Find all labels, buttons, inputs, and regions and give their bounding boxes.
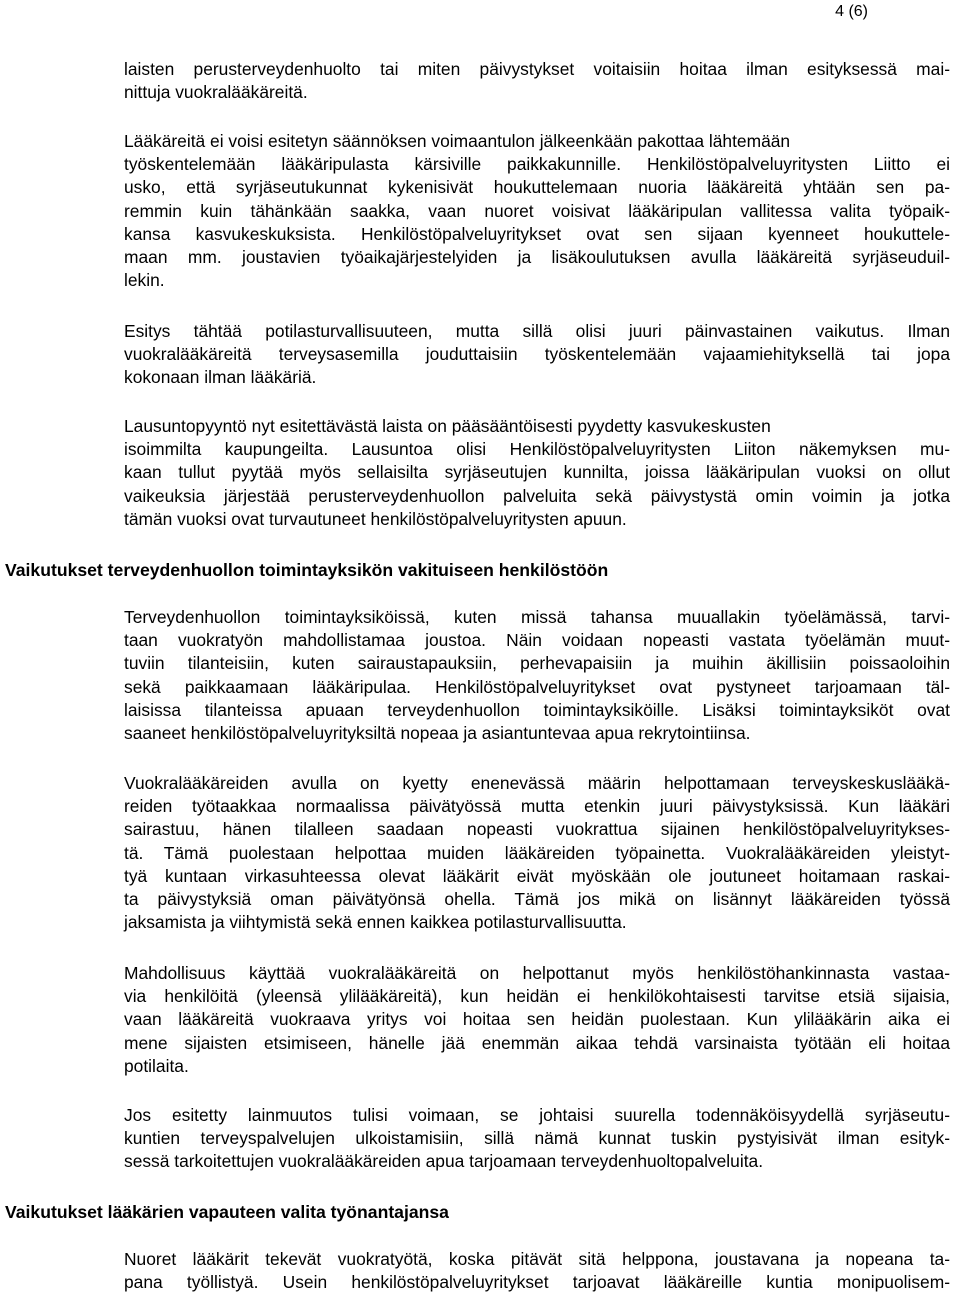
text-line: mene sijaisten etsimiseen, hänelle jää enemmän aikaa tehdä varsinaista työtään eli hoitaa: [124, 1032, 950, 1053]
text-line: kokonaan ilman lääkäriä.: [124, 367, 317, 388]
paragraph: [124, 606, 950, 745]
text-line: laisissa tilanteissa apuaan terveydenhuollon toimintayksiköille. Lisäksi toimintayksiköt ovat: [124, 699, 950, 720]
paragraph: [124, 962, 950, 1078]
text-line: usko, että syrjäseutukunnat kykenisivät houkuttelemaan nuoria lääkäreitä yhtään sen pa-: [124, 177, 950, 198]
section-heading: Vaikutukset terveydenhuollon toimintayksikön vakituiseen henkilöstöön: [5, 560, 609, 580]
text-line: ta päivystyksiä oman päivätyönsä ohella. Tämä jos mikä on lisännyt lääkäreiden työssä: [124, 889, 950, 910]
text-line: Esitys tähtää potilasturvallisuuteen, mutta sillä olisi juuri päinvastainen vaikutus. Ilman: [124, 321, 950, 341]
section-heading: Vaikutukset lääkärien vapauteen valita työnantajansa: [5, 1202, 449, 1222]
text-line: kansa kasvukeskuksista. Henkilöstöpalveluyritykset ovat sen sijaan kyenneet houkuttele-: [124, 223, 950, 244]
text-line: potilaita.: [124, 1055, 189, 1076]
text-line: sairastuu, hänen tilalleen saadaan nopeasti vuokrattua sijainen henkilöstöpalveluyritykses-: [124, 819, 950, 840]
text-line: Jos esitetty lainmuutos tulisi voimaan, se johtaisi suurella todennäköisyydellä syrjäseutu-: [124, 1105, 950, 1125]
text-line: jaksamista ja viihtymistä sekä ennen kaikkea potilasturvallisuutta.: [124, 912, 627, 933]
text-line: Nuoret lääkärit tekevät vuokratyötä, koska pitävät sitä helppona, joustavana ja nopeana ta-: [124, 1249, 950, 1269]
text-line: vuokralääkäreitä terveysasemilla jouduttaisiin työskentelemään vajaamiehityksellä tai jopa: [124, 344, 950, 365]
text-line: laisten perusterveydenhuolto tai miten päivystykset voitaisiin hoitaa ilman esityksessä mai-: [124, 59, 950, 79]
text-line: tämän vuoksi ovat turvautuneet henkilöstöpalveluyritysten apuun.: [124, 508, 627, 529]
text-line: reiden työtaakkaa normaalissa päivätyössä mutta etenkin juuri päivystyksissä. Kun lääkäri: [124, 796, 950, 817]
text-line: kuntien terveyspalvelujen ulkoistamisiin, sillä nämä kunnat tuskin pystyisivät ilman esityk-: [124, 1128, 950, 1149]
paragraph: [124, 58, 950, 104]
text-line: Terveydenhuollon toimintayksiköissä, kuten missä tahansa muuallakin työelämässä, tarvi-: [124, 607, 950, 627]
text-line: nittuja vuokralääkäreitä.: [124, 82, 308, 103]
text-line: Lääkäreitä ei voisi esitetyn säännöksen voimaantulon jälkeenkään pakottaa lähtemään: [124, 131, 791, 151]
paragraph: [124, 320, 950, 390]
text-line: tyä kuntaan virkasuhteessa olevat lääkärit eivät myöskään ole joutuneet hoitamaan raskai-: [124, 865, 950, 886]
text-line: saaneet henkilöstöpalveluyrityksiltä nopeaa ja asiantuntevaa apua rekrytointiinsa.: [124, 723, 751, 744]
text-line: tä. Tämä puolestaan helpottaa muiden lääkäreiden työpainetta. Vuokralääkäreiden yleistyt-: [124, 842, 950, 863]
text-line: maan mm. joustavien työaikajärjestelyiden ja lisäkoulutuksen avulla lääkäreitä syrjäseuduil-: [124, 247, 950, 268]
text-line: Lausuntopyyntö nyt esitettävästä laista on pääsääntöisesti pyydetty kasvukeskusten: [124, 416, 771, 436]
text-line: pana työllistyä. Usein henkilöstöpalveluyritykset tarjoavat lääkäreille kuntia monipuolisem-: [124, 1272, 950, 1293]
text-line: vaan lääkäreitä vuokraava yritys voi hoitaa sen heidän puolestaan. Kun ylilääkärin aika ei: [124, 1009, 950, 1030]
text-line: Mahdollisuus käyttää vuokralääkäreitä on helpottanut myös henkilöstöhankinnasta vastaa-: [124, 963, 950, 983]
text-line: tuviin tilanteisiin, kuten sairaustapauksiin, perhevapaisiin ja muihin äkillisiin poissaoloihin: [124, 653, 950, 674]
text-line: lekin.: [124, 270, 165, 291]
text-line: via henkilöitä (yleensä ylilääkäreitä), kun heidän ei henkilökohtaisesti tarvitse etsiä sijaisia,: [124, 986, 950, 1007]
text-line: remmin kuin tähänkään saakka, vaan nuoret voisivat lääkäripulan vallitessa valita työpaik-: [124, 200, 950, 221]
text-line: kaan tullut pyytää myös sellaisilta syrjäseutujen kunnilta, joissa lääkäripulan vuoksi on ollut: [124, 462, 950, 483]
paragraph: [124, 130, 950, 292]
paragraph: [124, 1104, 950, 1174]
text-line: vaikeuksia järjestää perusterveydenhuollon palveluita sekä päivystystä omin voimin ja jotka: [124, 485, 950, 506]
text-line: Vuokralääkäreiden avulla on kyetty enenevässä määrin helpottamaan terveyskeskuslääkä-: [124, 773, 950, 793]
paragraph: [124, 415, 950, 531]
page-number: 4 (6): [835, 3, 868, 20]
text-line: taan vuokratyön mahdollistamaa joustoa. Näin voidaan nopeasti vastata työelämän muut-: [124, 630, 950, 651]
paragraph: [124, 1248, 950, 1294]
text-line: sessä tarkoitettujen vuokralääkäreiden apua tarjoamaan terveydenhuoltopalveluita.: [124, 1151, 764, 1172]
text-line: sekä paikkaamaan lääkäripulaa. Henkilöstöpalveluyritykset ovat pystyneet tarjoamaan täl-: [124, 676, 950, 697]
paragraph: [124, 772, 950, 934]
text-line: työskentelemään lääkäripulasta kärsiville paikkakunnille. Henkilöstöpalveluyritysten Liitto ei: [124, 154, 950, 175]
text-line: isoimmilta kaupungeilta. Lausuntoa olisi Henkilöstöpalveluyritysten Liiton näkemyksen mu-: [124, 439, 950, 460]
